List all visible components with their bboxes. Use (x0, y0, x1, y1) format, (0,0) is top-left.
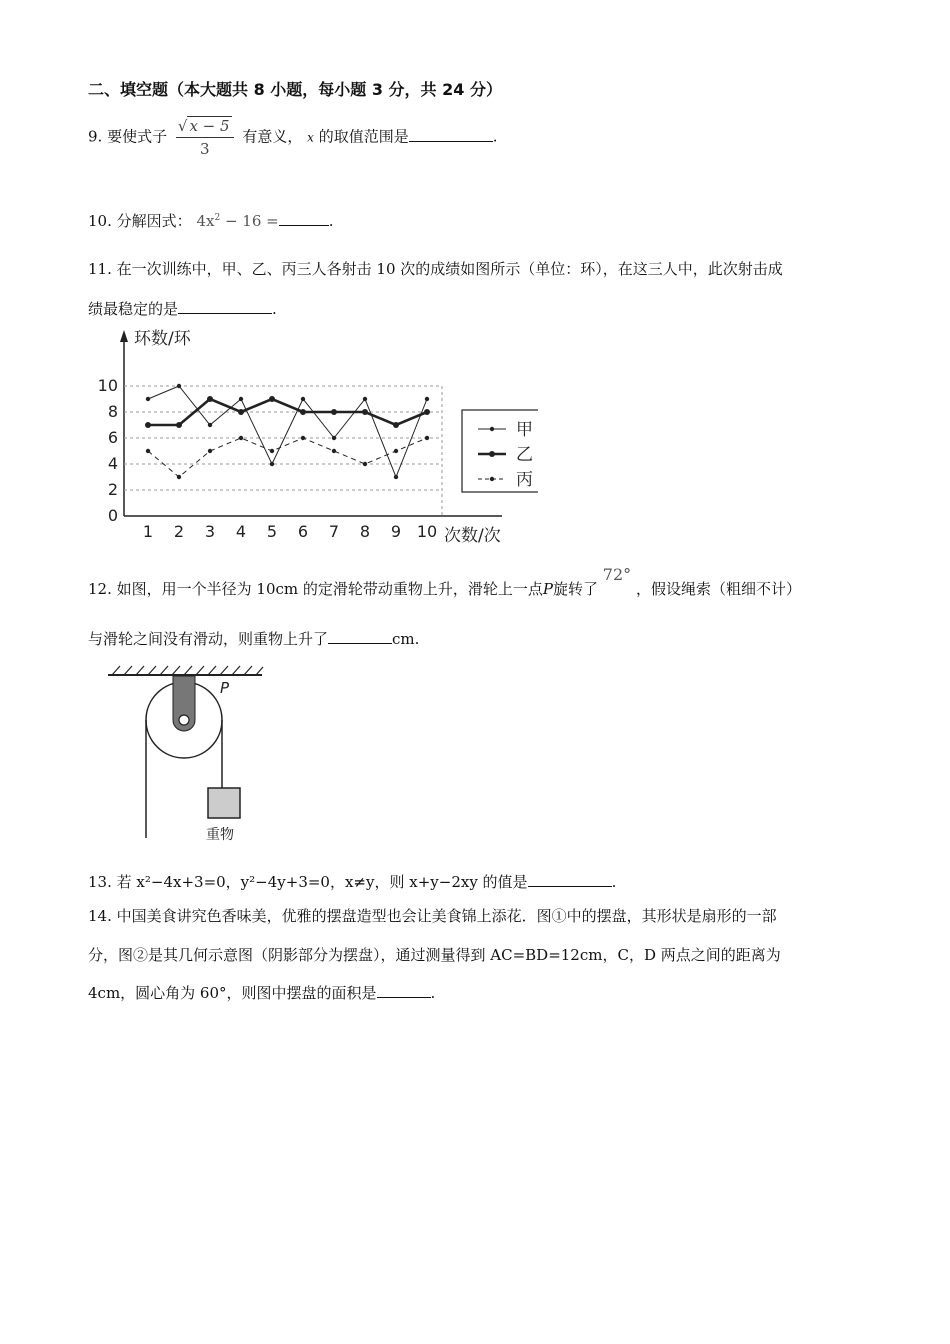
series-point (145, 422, 151, 428)
series-point (393, 422, 399, 428)
series-point (239, 397, 243, 401)
q11-answer-blank[interactable] (178, 299, 272, 314)
q14-line2: 分，图②是其几何示意图（阴影部分为摆盘），通过测量得到 AC=BD=12cm，C，D 两点之间的距离为 (88, 946, 781, 964)
series-point (207, 396, 213, 402)
series-point (424, 409, 430, 415)
q9-radicand: x − 5 (189, 117, 230, 135)
q12-pre: 如图，用一个半径为 10cm 的定滑轮带动重物上升，滑轮上一点 (116, 580, 543, 598)
y-tick-label: 8 (107, 402, 118, 421)
q14-line3: 4cm，圆心角为 60°，则图中摆盘的面积是 (88, 984, 377, 1002)
q12-unit: cm. (392, 630, 420, 648)
series-point (425, 397, 429, 401)
q9-end: . (492, 127, 498, 146)
q10-answer-blank[interactable] (279, 211, 329, 226)
x-tick-label: 2 (173, 522, 185, 541)
q10-text: 分解因式： (116, 212, 192, 230)
y-tick-label: 10 (97, 376, 118, 395)
q9-var: x (307, 130, 314, 145)
legend-label: 丙 (516, 470, 533, 490)
series-point (208, 449, 212, 453)
q11-line1: 在一次训练中，甲、乙、丙三人各射击 10 次的成绩如图所示（单位：环），在这三人中，此次射击成 (116, 260, 783, 278)
q9-answer-blank[interactable] (409, 127, 493, 142)
q12-angle: 72° (602, 565, 632, 584)
q12-number: 12. (88, 580, 112, 598)
question-11-line2 (88, 298, 277, 319)
series-point (301, 397, 305, 401)
question-9 (88, 117, 498, 158)
series-point (146, 397, 150, 401)
q14-line1: 中国美食讲究色香味美，优雅的摆盘造型也会让美食锦上添花．图①中的摆盘，其形状是扇形的一部 (116, 907, 777, 925)
series-point (208, 423, 212, 427)
q9-number: 9. (88, 127, 103, 146)
q9-mid: 有意义， (242, 127, 303, 146)
question-12-line1 (88, 565, 801, 599)
x-tick-label: 8 (359, 522, 371, 541)
q14-end: . (430, 984, 436, 1002)
x-tick-label: 10 (416, 522, 438, 541)
series-point (362, 409, 368, 415)
x-tick-label: 6 (297, 522, 309, 541)
q13-number: 13. (88, 873, 112, 891)
q14-answer-blank[interactable] (377, 983, 431, 998)
pulley-axle (179, 715, 189, 725)
q9-post: 的取值范围是 (318, 127, 409, 146)
legend-marker (490, 477, 494, 481)
x-axis-label: 次数/次 (444, 526, 501, 546)
q12-line2: 与滑轮之间没有滑动，则重物上升了 (88, 630, 329, 648)
x-tick-label: 4 (235, 522, 247, 541)
q14-number: 14. (88, 907, 112, 925)
series-point (300, 409, 306, 415)
pulley-figure (100, 662, 270, 847)
q13-end: . (611, 873, 617, 891)
series-point (363, 397, 367, 401)
series-point (394, 475, 398, 479)
q12-mid: 旋转了 (553, 580, 599, 598)
series-point (238, 409, 244, 415)
q11-line2: 绩最稳定的是 (88, 300, 179, 318)
series-point (394, 449, 398, 453)
series-point (270, 462, 274, 466)
q9-denominator: 3 (199, 140, 210, 158)
x-tick-label: 9 (390, 522, 402, 541)
legend-label: 甲 (516, 420, 533, 440)
section-title: 二、填空题（本大题共 8 小题，每小题 3 分，共 24 分） (88, 80, 502, 99)
series-point (177, 384, 181, 388)
y-tick-label: 2 (107, 480, 118, 499)
series-point (239, 436, 243, 440)
x-tick-label: 7 (328, 522, 340, 541)
weight-block (208, 788, 240, 818)
question-11-line1 (88, 258, 783, 279)
y-tick-label: 4 (107, 454, 118, 473)
series-point (146, 449, 150, 453)
q13-answer-blank[interactable] (528, 872, 612, 887)
series-point (332, 449, 336, 453)
q13-text: 若 x²−4x+3=0，y²−4y+3=0，x≠y，则 x+y−2xy 的值是 (116, 873, 528, 891)
series-point (270, 449, 274, 453)
legend-label: 乙 (516, 445, 533, 465)
q9-pre: 要使式子 (107, 127, 168, 146)
series-point (425, 436, 429, 440)
x-tick-label: 1 (142, 522, 154, 541)
series-point (331, 409, 337, 415)
series-line-thin (148, 386, 427, 477)
shooting-score-chart (88, 320, 538, 550)
legend-marker (490, 427, 494, 431)
question-14-line3 (88, 982, 435, 1003)
weight-label: 重物 (206, 827, 234, 843)
q10-end: . (328, 212, 334, 230)
series-point (269, 396, 275, 402)
y-axis-label: 环数/环 (134, 329, 191, 349)
question-14-line1 (88, 905, 777, 926)
question-12-line2 (88, 628, 419, 649)
q10-number: 10. (88, 212, 112, 230)
y-axis-arrow (120, 330, 128, 342)
series-point (332, 436, 336, 440)
q9-fraction: $\frac{√ x - 5}{3}$ (176, 117, 234, 158)
q11-end: . (272, 300, 277, 318)
pulley-point-label: P (220, 679, 230, 697)
series-point (177, 475, 181, 479)
question-14-line2 (88, 944, 781, 965)
x-tick-label: 3 (204, 522, 216, 541)
series-point (363, 462, 367, 466)
legend-marker (489, 451, 495, 457)
q12-answer-blank[interactable] (328, 629, 392, 644)
q11-number: 11. (88, 260, 112, 278)
q10-expression: $4x^2 - 16$ = (196, 212, 279, 230)
series-point (176, 422, 182, 428)
y-tick-label: 0 (107, 506, 118, 525)
x-tick-label: 5 (266, 522, 278, 541)
question-10 (88, 210, 334, 231)
question-13 (88, 871, 616, 892)
q12-post: ，假设绳索（粗细不计） (635, 580, 801, 598)
ceiling-hatching (112, 666, 263, 675)
series-point (301, 436, 305, 440)
q12-point: P (542, 580, 553, 598)
y-tick-label: 6 (107, 428, 118, 447)
series-line-dashed (148, 438, 427, 477)
